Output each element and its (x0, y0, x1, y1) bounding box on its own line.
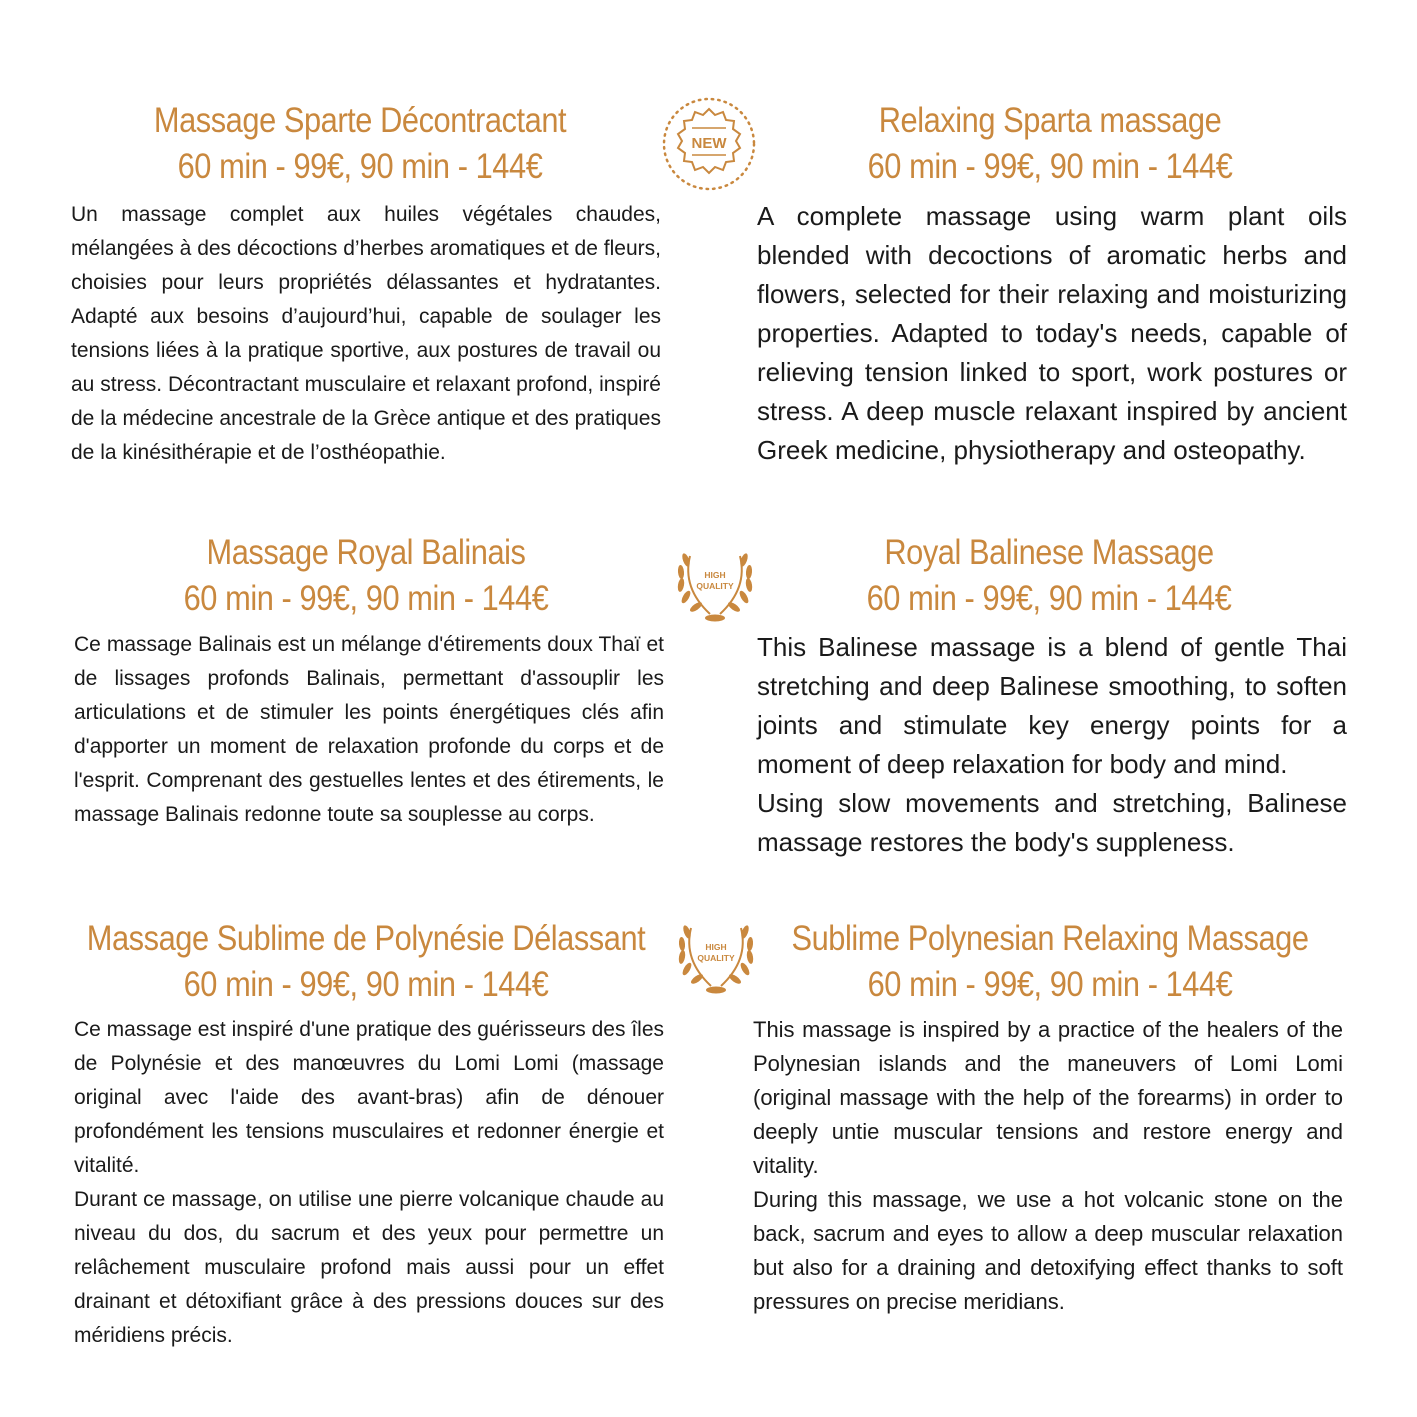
massage-price: 60 min - 99€, 90 min - 144€ (183, 579, 549, 618)
description-paragraph: A complete massage using warm plant oils blended with decoctions of aromatic herbs and flowers, selected for their relaxing and moisturizing properties. Adapted to today's needs, capable of relieving tension linked to sport, work postures or stress. A deep muscle relaxant inspired by ancient Greek medicine, physiotherapy and osteopathy. (757, 201, 1347, 465)
badge-label: NEW (691, 135, 727, 152)
description-paragraph: Ce massage Balinais est un mélange d'étirements doux Thaï et de lissages profonds Balinais, permettant d'assouplir les articulations et de stimuler les points énergétiques clés afin d'apporter un moment de relaxation profonde du corps et de l'esprit. Comprenant des gestuelles lentes et des étirements, le massage Balinais redonne toute sa souplesse au corps. (74, 633, 664, 826)
high-quality-laurel-icon (671, 910, 761, 1000)
massage-description-en (757, 628, 1347, 862)
massage-title-en (760, 916, 1341, 1008)
massage-description-fr (71, 198, 661, 470)
description-paragraph: Ce massage est inspiré d'une pratique des guérisseurs des îles de Polynésie et des manœuvres du Lomi Lomi (massage original avec l'aide des avant-bras) afin de dénouer profondément les tensions musculaires et redonner énergie et vitalité. (74, 1018, 664, 1177)
massage-name: Massage Sublime de Polynésie Délassant (86, 919, 646, 958)
new-badge-icon (660, 95, 758, 193)
massage-price: 60 min - 99€, 90 min - 144€ (867, 965, 1233, 1004)
massage-title-en (786, 98, 1314, 190)
badge-label: HIGH (704, 570, 726, 580)
badge-label: QUALITY (697, 953, 735, 963)
massage-description-fr (74, 628, 664, 832)
massage-name: Sublime Polynesian Relaxing Massage (791, 919, 1309, 958)
massage-name: Massage Royal Balinais (206, 533, 526, 572)
description-paragraph: This Balinese massage is a blend of gentle Thai stretching and deep Balinese smoothing, to soften joints and stimulate key energy points for a moment of deep relaxation for body and mind. (757, 632, 1347, 779)
description-paragraph: Durant ce massage, on utilise une pierre volcanique chaude au niveau du dos, du sacrum et des yeux pour permettre un relâchement musculaire profond mais aussi pour un effet drainant et détoxifiant grâce à des pressions douces sur des méridiens précis. (74, 1188, 664, 1347)
massage-title-fr (96, 98, 624, 190)
massage-price: 60 min - 99€, 90 min - 144€ (866, 579, 1232, 618)
massage-name: Massage Sparte Décontractant (153, 101, 567, 140)
massage-title-fr (102, 530, 630, 622)
massage-title-fr (76, 916, 657, 1008)
massage-name: Relaxing Sparta massage (878, 101, 1222, 140)
description-paragraph: During this massage, we use a hot volcanic stone on the back, sacrum and eyes to allow a deep muscular relaxation but also for a draining and detoxifying effect thanks to soft pressures on precise meridians. (753, 1187, 1343, 1314)
description-paragraph: Un massage complet aux huiles végétales chaudes, mélangées à des décoctions d’herbes aromatiques et de fleurs, choisies pour leurs propriétés délassantes et hydratantes. Adapté aux besoins d’aujourd’hui, capable de soulager les tensions liées à la pratique sportive, aux postures de travail ou au stress. Décontractant musculaire et relaxant profond, inspiré de la médecine ancestrale de la Grèce antique et des pratiques de la kinésithérapie et de l’osthéopathie. (71, 203, 661, 464)
description-paragraph: Using slow movements and stretching, Balinese massage restores the body's suppleness. (757, 788, 1347, 857)
massage-name: Royal Balinese Massage (884, 533, 1214, 572)
massage-price: 60 min - 99€, 90 min - 144€ (177, 147, 543, 186)
description-paragraph: This massage is inspired by a practice of the healers of the Polynesian islands and the maneuvers of Lomi Lomi (original massage with the help of the forearms) in order to deeply untie muscular tensions and restore energy and vitality. (753, 1017, 1343, 1178)
massage-description-en (757, 197, 1347, 470)
massage-title-en (785, 530, 1313, 622)
badge-label: QUALITY (696, 581, 734, 591)
massage-price: 60 min - 99€, 90 min - 144€ (183, 965, 549, 1004)
high-quality-laurel-icon (670, 538, 760, 628)
massage-description-en (753, 1013, 1343, 1319)
massage-price: 60 min - 99€, 90 min - 144€ (867, 147, 1233, 186)
badge-label: HIGH (705, 942, 727, 952)
massage-description-fr (74, 1013, 664, 1353)
